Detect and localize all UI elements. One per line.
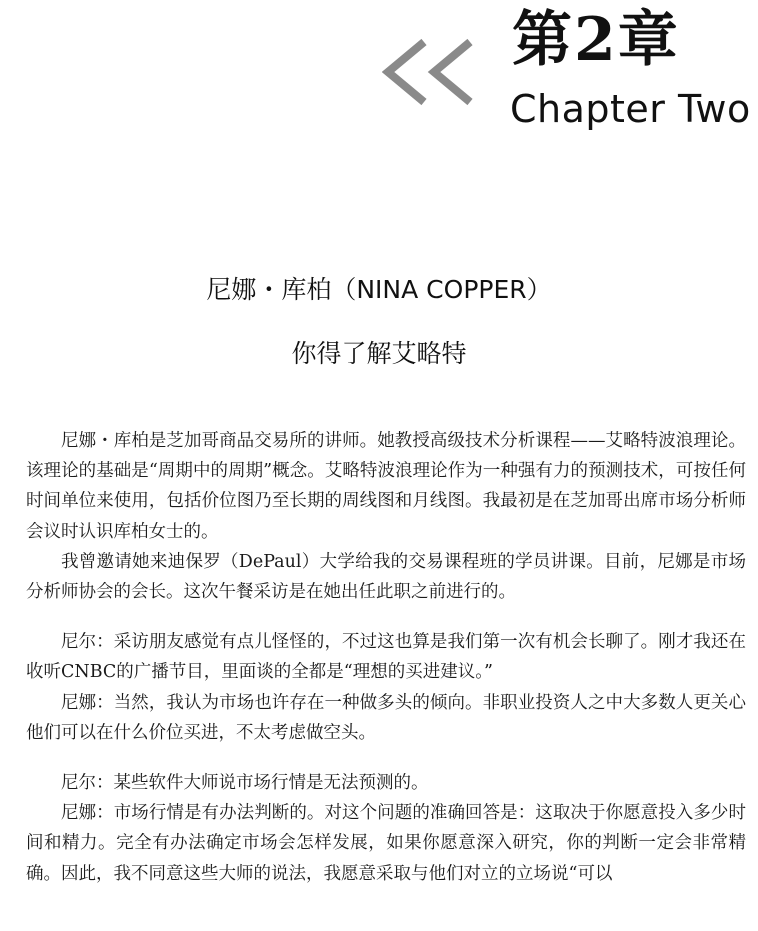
intro-paragraph: 尼娜・库柏是芝加哥商品交易所的讲师。她教授高级技术分析课程——艾略特波浪理论。该理论的基础是“周期中的周期”概念。艾略特波浪理论作为一种强有力的预测技术，可按任何时间单位来使用，包括价位图乃至长期的周线图和月线图。我最初是在芝加哥出席市场分析师会议时认识库柏女士的。 — [26, 431, 746, 542]
double-chevron-left-icon — [382, 36, 474, 108]
chapter-title: Chapter Two — [510, 87, 751, 131]
dialogue-paragraph: 尼娜：市场行情是有办法判断的。对这个问题的准确回答是：这取决于你愿意投入多少时间和精力。完全有办法确定市场会怎样发展，如果你愿意深入研究，你的判断一定会非常精确。因此，我不同意这些大师的说法，我愿意采取与他们对立的立场说“可以 — [26, 803, 746, 884]
section-gap — [26, 748, 746, 768]
body-text — [26, 426, 746, 889]
section-gap — [26, 607, 746, 627]
interview-subtitle: 你得了解艾略特 — [291, 339, 467, 368]
dialogue-paragraph: 尼尔：某些软件大师说市场行情是无法预测的。 — [61, 773, 429, 794]
dialogue-paragraph: 尼尔：采访朋友感觉有点儿怪怪的，不过这也算是我们第一次有机会长聊了。刚才我还在收听CNBC的广播节目，里面谈的全都是“理想的买进建议。” — [26, 632, 746, 683]
interview-title: 尼娜・库柏（NINA COPPER） — [206, 275, 552, 304]
chapter-number: 第2章 — [512, 5, 680, 75]
dialogue-paragraph: 尼娜：当然，我认为市场也许存在一种做多头的倾向。非职业投资人之中大多数人更关心他们可以在什么价位买进，不太考虑做空头。 — [26, 692, 746, 743]
intro-paragraph: 我曾邀请她来迪保罗（DePaul）大学给我的交易课程班的学员讲课。目前，尼娜是市场分析师协会的会长。这次午餐采访是在她出任此职之前进行的。 — [26, 551, 746, 603]
